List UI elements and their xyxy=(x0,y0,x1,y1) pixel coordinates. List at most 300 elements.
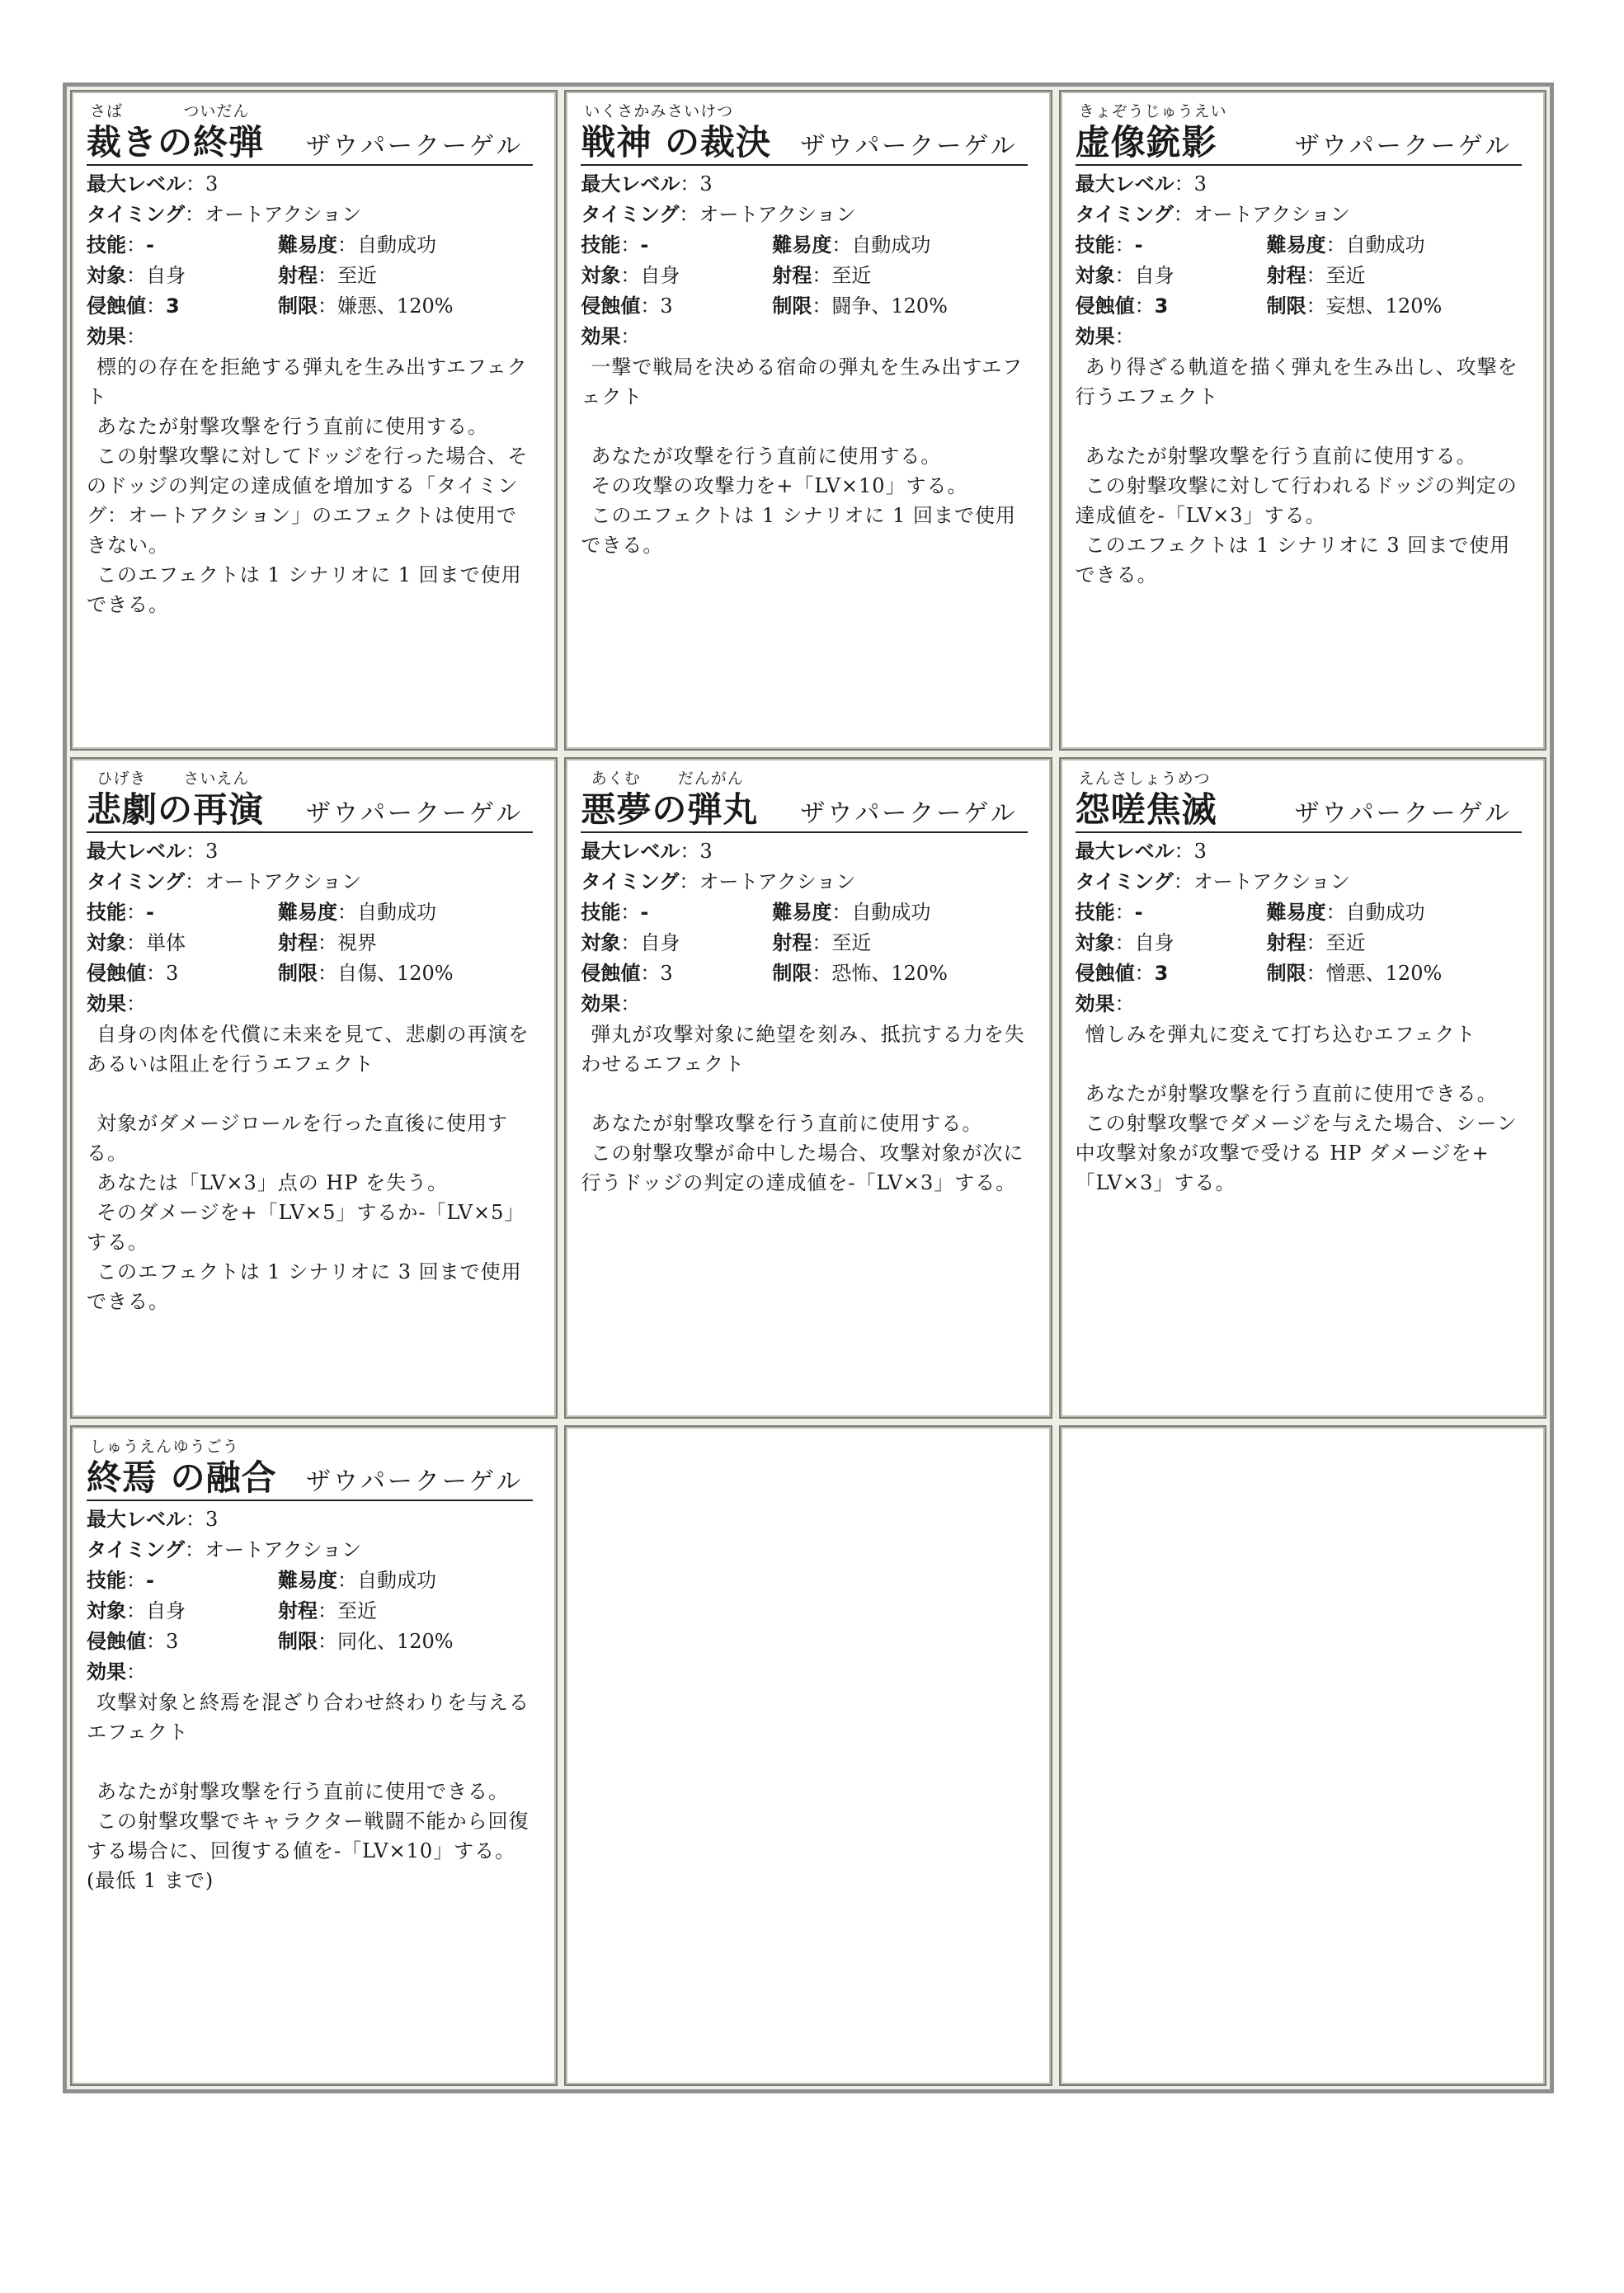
stat-row-target-value-2: 至近 xyxy=(337,264,377,287)
separator: ： xyxy=(337,233,357,257)
timing-label: タイミング xyxy=(87,870,186,894)
stat-col xyxy=(581,230,772,261)
separator: ： xyxy=(1114,992,1135,1016)
stat-row-skill-value-1: - xyxy=(1134,901,1143,925)
effect-card xyxy=(70,1425,558,2086)
stat-row-erosion-value-2: 闘争、120% xyxy=(831,294,948,318)
stat-row-timing xyxy=(1076,200,1533,230)
separator: ： xyxy=(126,1660,146,1683)
effect-paragraph: このエフェクトは 1 シナリオに 1 回まで使用できる。 xyxy=(87,563,522,616)
stat-col xyxy=(1267,291,1443,322)
stat-row-skill-value-2: 自動成功 xyxy=(357,901,436,925)
timing-value: オートアクション xyxy=(699,203,856,226)
stat-row-erosion-value-1: 3 xyxy=(166,962,179,986)
separator: ： xyxy=(620,901,641,925)
separator: ： xyxy=(185,203,205,226)
furigana: しゅうえん xyxy=(90,1437,173,1456)
separator: ： xyxy=(318,962,337,986)
card-title: 裁きの終弾 xyxy=(87,122,265,162)
separator: ： xyxy=(1173,870,1193,894)
max-level-label: 最大レベル xyxy=(87,840,186,864)
effect-paragraph: このエフェクトは 1 シナリオに 1 回まで使用できる。 xyxy=(581,504,1016,557)
stat-col xyxy=(1076,291,1267,322)
stat-row-target-label-2: 射程 xyxy=(1266,931,1306,955)
separator: ： xyxy=(1306,931,1326,955)
stat-col xyxy=(87,261,278,291)
stat-col xyxy=(278,1566,436,1596)
stat-col xyxy=(1267,230,1425,261)
furigana: さば xyxy=(90,102,124,120)
stat-row-erosion-label-2: 制限 xyxy=(278,294,318,318)
separator: ： xyxy=(1134,962,1155,986)
effect-text xyxy=(1076,1019,1525,1198)
stat-row-target xyxy=(581,928,1038,958)
timing-label: タイミング xyxy=(87,203,186,226)
card-title: 怨嗟焦滅 xyxy=(1075,789,1217,831)
card-header xyxy=(581,103,1027,166)
stat-row-skill-value-1: - xyxy=(640,233,649,257)
stat-col xyxy=(278,897,436,928)
stat-col xyxy=(1076,928,1267,958)
timing-value: オートアクション xyxy=(205,203,362,226)
max-level-value: 3 xyxy=(205,172,219,195)
stat-row-skill xyxy=(1076,230,1533,261)
effect-paragraph: 弾丸が攻撃対象に絶望を刻み、抵抗する力を失わせるエフェクト xyxy=(581,1023,1025,1076)
separator: ： xyxy=(126,992,146,1016)
separator: ： xyxy=(1325,233,1346,257)
effect-label: 効果 xyxy=(1075,325,1115,348)
stat-col xyxy=(278,230,436,261)
effect-paragraph: あなたが射撃攻撃を行う直前に使用する。 xyxy=(1085,445,1477,468)
stat-row-erosion-value-1: 3 xyxy=(1154,962,1169,986)
stat-row-target-value-1: 自身 xyxy=(640,931,680,955)
stat-row-timing xyxy=(581,867,1038,897)
stat-row-erosion-value-1: 3 xyxy=(1154,294,1169,318)
stat-row-target-label-2: 射程 xyxy=(278,264,318,287)
stat-col xyxy=(87,1627,278,1657)
stat-row-erosion-value-1: 3 xyxy=(660,294,673,318)
card-title: 戦神 の裁決 xyxy=(581,122,771,162)
stat-row-erosion-value-2: 憎悪、120% xyxy=(1325,962,1443,986)
stat-row-effect xyxy=(581,989,1038,1019)
card-header xyxy=(87,1438,533,1501)
effect-paragraph: 攻撃対象と終焉を混ざり合わせ終わりを与えるエフェクト xyxy=(87,1690,530,1744)
effect-paragraph: この射撃攻撃でキャラクター戦闘不能から回復する場合に、回復する値を-「LV×10」する。(最低 1 まで) xyxy=(87,1809,530,1892)
effect-card xyxy=(70,757,558,1418)
separator: ： xyxy=(812,264,832,287)
effect-card xyxy=(1059,90,1546,751)
stat-row-target-value-2: 視界 xyxy=(337,931,377,955)
stat-row-skill-value-2: 自動成功 xyxy=(357,1568,436,1592)
card-title: 終焉 の融合 xyxy=(87,1457,277,1498)
stat-row-erosion-label-1: 侵蝕値 xyxy=(87,1629,146,1653)
stat-row-target xyxy=(1076,261,1533,291)
card-stats xyxy=(1076,169,1533,352)
effect-paragraph: あなたが攻撃を行う直前に使用する。 xyxy=(591,445,942,468)
stat-row-skill xyxy=(581,230,1038,261)
stat-row-skill-label-1: 技能 xyxy=(1075,233,1115,257)
separator: ： xyxy=(186,172,205,195)
stat-row-erosion xyxy=(1076,291,1533,322)
stat-row-target-label-1: 対象 xyxy=(581,931,621,955)
stat-row-target-label-1: 対象 xyxy=(87,1599,126,1622)
max-level-value: 3 xyxy=(1193,840,1207,864)
stat-row-erosion-label-1: 侵蝕値 xyxy=(87,962,146,986)
stat-row-target-value-1: 自身 xyxy=(146,264,186,287)
stat-row-skill-label-2: 難易度 xyxy=(278,1568,337,1592)
effect-card xyxy=(564,90,1052,751)
effect-paragraph: この射撃攻撃が命中した場合、攻撃対象が次に行うドッジの判定の達成値を-「LV×3」する。 xyxy=(581,1142,1024,1195)
card-stats xyxy=(1076,836,1533,1019)
stat-col xyxy=(1267,958,1443,989)
effect-label: 効果 xyxy=(87,325,126,348)
card-owner: ザウパークーゲル xyxy=(800,799,1018,829)
stat-row-timing xyxy=(87,867,544,897)
separator: ： xyxy=(1306,264,1326,287)
separator: ： xyxy=(831,233,852,257)
card-sheet xyxy=(63,82,1554,2093)
empty-card xyxy=(564,1425,1052,2086)
separator: ： xyxy=(146,1629,166,1653)
stat-row-effect xyxy=(1076,989,1533,1019)
separator: ： xyxy=(640,962,661,986)
max-level-label: 最大レベル xyxy=(1075,172,1174,195)
stat-row-timing xyxy=(87,1535,544,1566)
stat-col xyxy=(772,958,948,989)
stat-col xyxy=(87,928,278,958)
separator: ： xyxy=(1306,962,1326,986)
effect-paragraph: あり得ざる軌道を描く弾丸を生み出し、攻撃を行うエフェクト xyxy=(1075,355,1518,408)
timing-label: タイミング xyxy=(87,1537,186,1561)
stat-col xyxy=(87,897,278,928)
stat-row-target-label-2: 射程 xyxy=(772,931,812,955)
stat-row-max-level xyxy=(87,169,544,200)
stat-col xyxy=(581,928,772,958)
stat-row-target-value-1: 自身 xyxy=(1134,931,1174,955)
separator: ： xyxy=(185,1537,205,1561)
stat-row-target xyxy=(581,261,1038,291)
furigana: さいけつ xyxy=(667,102,734,120)
card-stats xyxy=(87,169,544,352)
stat-row-max-level xyxy=(87,836,544,867)
furigana: えんさしょうめつ xyxy=(1078,770,1211,789)
separator: ： xyxy=(1325,901,1346,925)
card-title: 虚像銃影 xyxy=(1075,122,1217,162)
effect-label: 効果 xyxy=(87,1660,126,1683)
stat-row-erosion xyxy=(581,958,1038,989)
card-owner: ザウパークーゲル xyxy=(800,132,1018,161)
max-level-label: 最大レベル xyxy=(87,1507,186,1531)
separator: ： xyxy=(126,1599,146,1622)
stat-row-erosion-label-1: 侵蝕値 xyxy=(1075,294,1135,318)
separator: ： xyxy=(680,172,700,195)
effect-card xyxy=(1059,757,1546,1418)
effect-paragraph: この射撃攻撃に対してドッジを行った場合、そのドッジの判定の達成値を増加する「タイミング：オートアクション」のエフェクトは使用できない。 xyxy=(87,445,529,557)
separator: ： xyxy=(146,962,166,986)
stat-row-max-level xyxy=(581,169,1038,200)
max-level-value: 3 xyxy=(205,840,219,864)
stat-col xyxy=(772,291,948,322)
effect-card xyxy=(70,90,558,751)
stat-row-erosion xyxy=(87,291,544,322)
separator: ： xyxy=(185,870,205,894)
furigana: だんがん xyxy=(677,770,744,789)
stat-row-target-value-1: 自身 xyxy=(146,1599,186,1622)
separator: ： xyxy=(680,840,700,864)
furigana: ついだん xyxy=(183,102,250,120)
stat-row-erosion-label-1: 侵蝕値 xyxy=(581,962,641,986)
timing-value: オートアクション xyxy=(205,870,362,894)
card-header xyxy=(1076,770,1522,833)
timing-value: オートアクション xyxy=(205,1537,362,1561)
separator: ： xyxy=(1173,203,1193,226)
card-stats xyxy=(87,1504,544,1688)
stat-row-effect xyxy=(87,1657,544,1688)
stat-col xyxy=(87,1566,278,1596)
stat-row-skill-label-1: 技能 xyxy=(87,233,126,257)
stat-row-erosion-value-2: 嫌悪、120% xyxy=(337,294,454,318)
stat-row-target-value-1: 自身 xyxy=(1134,264,1174,287)
effect-paragraph: あなたが射撃攻撃を行う直前に使用できる。 xyxy=(96,1779,509,1803)
separator: ： xyxy=(831,901,852,925)
stat-row-target-value-2: 至近 xyxy=(831,931,872,955)
max-level-value: 3 xyxy=(699,840,713,864)
stat-col xyxy=(772,261,871,291)
stat-row-erosion-label-2: 制限 xyxy=(772,294,812,318)
stat-col xyxy=(581,958,772,989)
stat-col xyxy=(581,291,772,322)
separator: ： xyxy=(186,1507,205,1531)
separator: ： xyxy=(620,992,641,1016)
max-level-value: 3 xyxy=(205,1507,219,1531)
stat-col xyxy=(581,897,772,928)
stat-row-max-level xyxy=(581,836,1038,867)
stat-row-skill xyxy=(581,897,1038,928)
separator: ： xyxy=(318,294,337,318)
stat-row-skill-label-2: 難易度 xyxy=(772,233,832,257)
stat-col xyxy=(772,897,930,928)
stat-col xyxy=(278,261,377,291)
stat-row-max-level xyxy=(1076,169,1533,200)
max-level-value: 3 xyxy=(699,172,713,195)
effect-paragraph: 憎しみを弾丸に変えて打ち込むエフェクト xyxy=(1085,1023,1476,1047)
effect-text xyxy=(87,352,536,619)
card-owner: ザウパークーゲル xyxy=(305,799,524,829)
separator: ： xyxy=(126,901,146,925)
card-header xyxy=(581,770,1027,833)
effect-paragraph: このエフェクトは 1 シナリオに 3 回まで使用できる。 xyxy=(87,1260,522,1314)
effect-text xyxy=(1076,352,1525,590)
effect-text xyxy=(87,1019,536,1316)
stat-row-timing xyxy=(87,200,544,230)
stat-row-erosion-value-1: 3 xyxy=(166,1629,179,1653)
timing-label: タイミング xyxy=(1075,203,1174,226)
stat-row-target-label-2: 射程 xyxy=(278,931,318,955)
card-stats xyxy=(581,836,1038,1019)
stat-row-skill-label-2: 難易度 xyxy=(772,901,832,925)
separator: ： xyxy=(318,264,337,287)
effect-label: 効果 xyxy=(581,325,621,348)
effect-paragraph: このエフェクトは 1 シナリオに 3 回まで使用できる。 xyxy=(1075,534,1511,586)
separator: ： xyxy=(318,931,337,955)
stat-row-skill-value-2: 自動成功 xyxy=(851,901,931,925)
stat-row-skill-label-1: 技能 xyxy=(87,901,126,925)
stat-row-target-label-1: 対象 xyxy=(1075,264,1115,287)
stat-row-skill-value-2: 自動成功 xyxy=(851,233,931,257)
effect-paragraph: その攻撃の攻撃力を+「LV×10」する。 xyxy=(591,474,968,497)
stat-row-skill-label-1: 技能 xyxy=(581,901,621,925)
separator: ： xyxy=(126,233,146,257)
card-header xyxy=(87,103,533,166)
card-header xyxy=(1076,103,1522,166)
stat-row-skill-label-1: 技能 xyxy=(87,1568,126,1592)
stat-row-skill-value-2: 自動成功 xyxy=(1345,233,1425,257)
effect-paragraph: 自身の肉体を代償に未来を見て、悲劇の再演をあるいは阻止を行うエフェクト xyxy=(87,1023,530,1076)
effect-paragraph: この射撃攻撃でダメージを与えた場合、シーン中攻撃対象が攻撃で受ける HP ダメージを+「LV×3」する。 xyxy=(1075,1112,1518,1195)
furigana: ゆうごう xyxy=(172,1437,239,1456)
furigana: いくさかみ xyxy=(584,102,667,120)
card-title: 悲劇の再演 xyxy=(87,789,265,831)
separator: ： xyxy=(1174,172,1194,195)
card-stats xyxy=(87,836,544,1019)
effect-label: 効果 xyxy=(1075,992,1115,1016)
card-title: 悪夢の弾丸 xyxy=(581,789,759,831)
furigana: きょぞうじゅうえい xyxy=(1078,102,1227,120)
separator: ： xyxy=(679,203,699,226)
stat-col xyxy=(278,1596,377,1627)
stat-col xyxy=(87,291,278,322)
stat-row-erosion-label-2: 制限 xyxy=(772,962,812,986)
stat-row-erosion-label-1: 侵蝕値 xyxy=(1075,962,1135,986)
separator: ： xyxy=(1134,294,1155,318)
separator: ： xyxy=(337,901,357,925)
stat-row-skill xyxy=(87,897,544,928)
effect-paragraph: あなたが射撃攻撃を行う直前に使用できる。 xyxy=(1085,1082,1498,1106)
card-stats xyxy=(581,169,1038,352)
stat-row-erosion-label-1: 侵蝕値 xyxy=(581,294,641,318)
max-level-label: 最大レベル xyxy=(1075,840,1174,864)
stat-col xyxy=(278,291,454,322)
effect-paragraph: 標的の存在を拒絶する弾丸を生み出すエフェクト xyxy=(87,355,528,408)
separator: ： xyxy=(318,1599,337,1622)
stat-row-target xyxy=(87,1596,544,1627)
stat-row-skill-value-1: - xyxy=(640,901,649,925)
stat-row-skill-label-1: 技能 xyxy=(581,233,621,257)
effect-paragraph: この射撃攻撃に対して行われるドッジの判定の達成値を-「LV×3」する。 xyxy=(1075,474,1518,527)
stat-row-skill-label-2: 難易度 xyxy=(278,233,337,257)
stat-col xyxy=(278,958,454,989)
stat-row-effect xyxy=(1076,322,1533,352)
furigana: あくむ xyxy=(591,770,641,789)
stat-row-skill-value-1: - xyxy=(146,1568,154,1592)
stat-row-max-level xyxy=(1076,836,1533,867)
stat-row-skill-value-1: - xyxy=(146,901,154,925)
stat-col xyxy=(1076,261,1267,291)
stat-row-skill xyxy=(87,1566,544,1596)
stat-row-target-label-1: 対象 xyxy=(87,931,126,955)
separator: ： xyxy=(126,931,146,955)
timing-value: オートアクション xyxy=(1193,203,1350,226)
card-header xyxy=(87,770,533,833)
stat-row-erosion-value-2: 恐怖、120% xyxy=(831,962,948,986)
stat-row-target-label-2: 射程 xyxy=(772,264,812,287)
card-owner: ザウパークーゲル xyxy=(1294,132,1512,161)
max-level-value: 3 xyxy=(1193,172,1207,195)
stat-row-erosion-value-2: 自傷、120% xyxy=(337,962,454,986)
stat-row-skill-value-2: 自動成功 xyxy=(1345,901,1425,925)
effect-paragraph: あなたは「LV×3」点の HP を失う。 xyxy=(96,1171,449,1195)
stat-row-erosion xyxy=(1076,958,1533,989)
stat-row-erosion-value-2: 同化、120% xyxy=(337,1629,454,1653)
card-owner: ザウパークーゲル xyxy=(1294,799,1512,829)
stat-row-erosion-value-1: 3 xyxy=(166,294,180,318)
separator: ： xyxy=(812,294,832,318)
card-owner: ザウパークーゲル xyxy=(305,1467,524,1496)
stat-row-target-label-1: 対象 xyxy=(581,264,621,287)
separator: ： xyxy=(812,931,832,955)
separator: ： xyxy=(1114,931,1135,955)
stat-row-target-label-1: 対象 xyxy=(87,264,126,287)
separator: ： xyxy=(1306,294,1326,318)
stat-row-effect xyxy=(87,322,544,352)
stat-row-max-level xyxy=(87,1504,544,1535)
stat-row-skill xyxy=(1076,897,1533,928)
separator: ： xyxy=(640,294,661,318)
stat-row-erosion-label-2: 制限 xyxy=(1266,294,1306,318)
stat-col xyxy=(772,928,871,958)
stat-row-target-value-1: 自身 xyxy=(640,264,680,287)
stat-row-skill-label-2: 難易度 xyxy=(1266,233,1326,257)
stat-row-effect xyxy=(581,322,1038,352)
stat-col xyxy=(1076,230,1267,261)
stat-row-erosion xyxy=(87,958,544,989)
effect-paragraph: そのダメージを+「LV×5」するか-「LV×5」する。 xyxy=(87,1201,525,1255)
separator: ： xyxy=(620,931,641,955)
stat-col xyxy=(87,1596,278,1627)
separator: ： xyxy=(620,264,641,287)
stat-row-erosion-label-2: 制限 xyxy=(278,1629,318,1653)
separator: ： xyxy=(1114,264,1135,287)
stat-col xyxy=(1267,261,1366,291)
effect-card xyxy=(564,757,1052,1418)
effect-text xyxy=(581,352,1030,560)
stat-row-erosion xyxy=(581,291,1038,322)
effect-paragraph: 一撃で戦局を決める宿命の弾丸を生み出すエフェクト xyxy=(581,355,1024,408)
stat-row-target xyxy=(1076,928,1533,958)
effect-paragraph: あなたが射撃攻撃を行う直前に使用する。 xyxy=(591,1112,983,1136)
separator: ： xyxy=(1114,233,1135,257)
separator: ： xyxy=(186,840,205,864)
stat-row-erosion-value-1: 3 xyxy=(660,962,673,986)
stat-row-erosion-label-2: 制限 xyxy=(1266,962,1306,986)
separator: ： xyxy=(620,325,641,348)
stat-row-target-label-2: 射程 xyxy=(1266,264,1306,287)
stat-row-target-value-2: 至近 xyxy=(337,1599,377,1622)
stat-col xyxy=(1267,897,1425,928)
timing-value: オートアクション xyxy=(699,870,856,894)
separator: ： xyxy=(126,264,146,287)
furigana: ひげき xyxy=(96,770,147,789)
separator: ： xyxy=(126,325,146,348)
separator: ： xyxy=(1114,901,1135,925)
stat-row-erosion-label-1: 侵蝕値 xyxy=(87,294,146,318)
stat-row-skill-value-1: - xyxy=(1134,233,1143,257)
stat-col xyxy=(772,230,930,261)
stat-col xyxy=(581,261,772,291)
separator: ： xyxy=(812,962,832,986)
effect-label: 効果 xyxy=(581,992,621,1016)
timing-value: オートアクション xyxy=(1193,870,1350,894)
